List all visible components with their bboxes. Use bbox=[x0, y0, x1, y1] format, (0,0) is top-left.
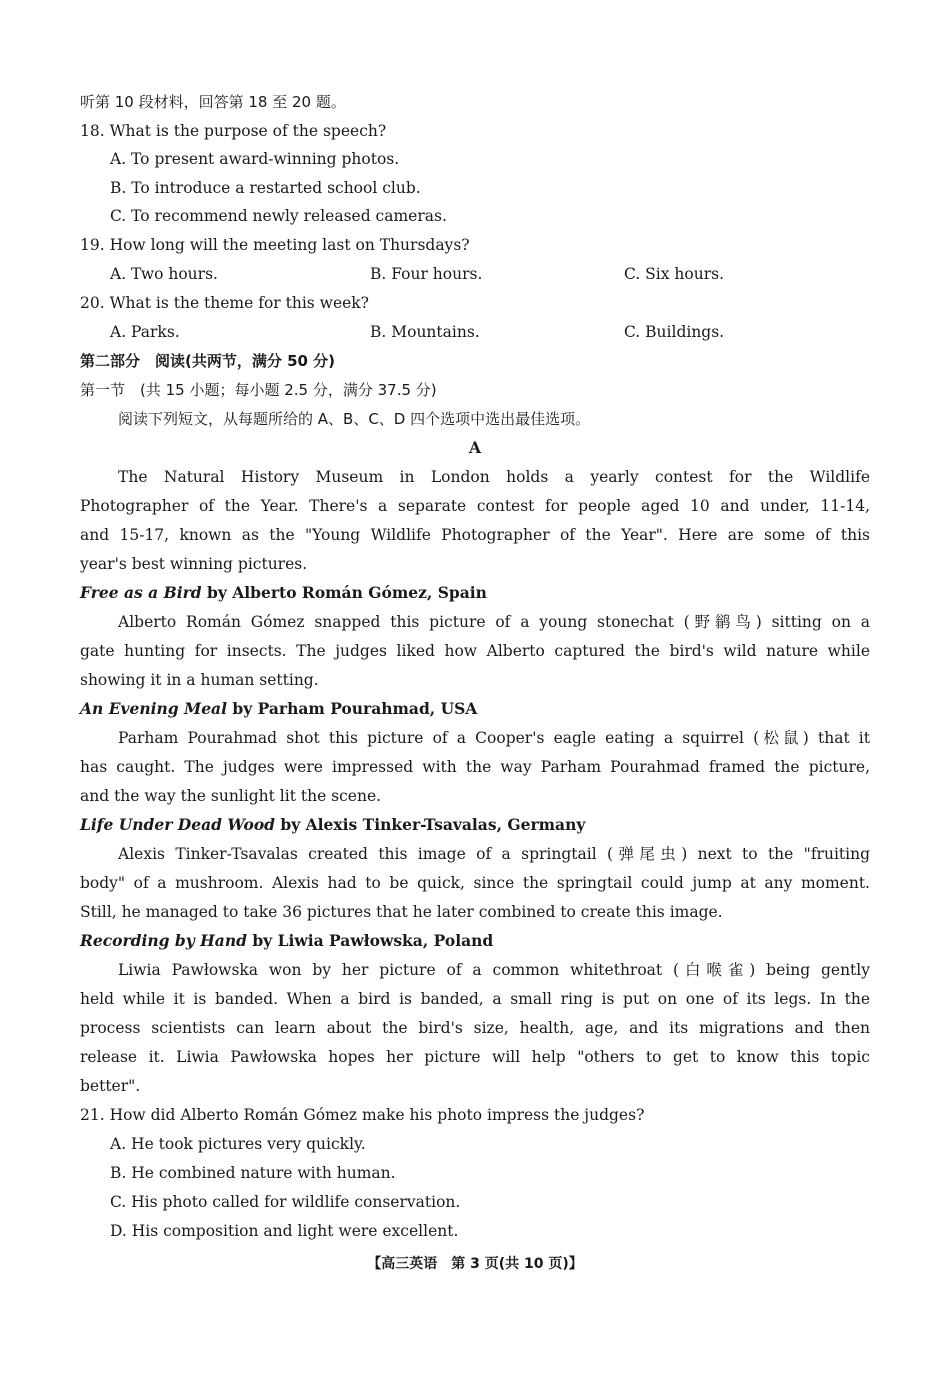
question-19-option-a: A. Two hours. bbox=[110, 265, 218, 283]
entry-3-line-1: Alexis Tinker-Tsavalas created this image of a springtail (弹尾虫) next to the "fruiting bbox=[118, 845, 870, 863]
question-21-option-a: A. He took pictures very quickly. bbox=[110, 1135, 366, 1153]
entry-4-line-2: held while it is banded. When a bird is banded, a small ring is put on one of its legs. In the bbox=[80, 990, 870, 1008]
section-one-title: 第一节 (共 15 小题；每小题 2.5 分，满分 37.5 分) bbox=[80, 381, 437, 399]
question-19-option-c: C. Six hours. bbox=[624, 265, 724, 283]
question-20-option-a: A. Parks. bbox=[110, 323, 180, 341]
entry-3-heading bbox=[80, 815, 585, 835]
entry-1-byline: by Alberto Román Gómez, Spain bbox=[201, 583, 487, 602]
entry-4-heading bbox=[80, 931, 493, 951]
entry-1-line-2: gate hunting for insects. The judges liked how Alberto captured the bird's wild nature while bbox=[80, 642, 870, 660]
entry-4-line-5: better". bbox=[80, 1077, 141, 1095]
intro-line-4: year's best winning pictures. bbox=[80, 555, 308, 573]
question-19-option-b: B. Four hours. bbox=[370, 265, 483, 283]
question-21-option-c: C. His photo called for wildlife conservation. bbox=[110, 1193, 461, 1211]
question-18-option-a: A. To present award-winning photos. bbox=[110, 150, 400, 168]
question-20-stem: 20. What is the theme for this week? bbox=[80, 294, 369, 312]
entry-3-line-3: Still, he managed to take 36 pictures that he later combined to create this image. bbox=[80, 903, 723, 921]
question-21-option-b: B. He combined nature with human. bbox=[110, 1164, 396, 1182]
reading-instruction: 阅读下列短文，从每题所给的 A、B、C、D 四个选项中选出最佳选项。 bbox=[118, 410, 591, 428]
entry-2-title: An Evening Meal bbox=[80, 699, 227, 718]
page-footer: 【高三英语 第 3 页(共 10 页)】 bbox=[367, 1256, 583, 1272]
entry-2-line-3: and the way the sunlight lit the scene. bbox=[80, 787, 382, 805]
entry-4-line-3: process scientists can learn about the bird's size, health, age, and its migrations and then bbox=[80, 1019, 870, 1037]
entry-4-title: Recording by Hand bbox=[80, 931, 247, 950]
passage-letter: A bbox=[468, 438, 482, 457]
question-18-option-c: C. To recommend newly released cameras. bbox=[110, 207, 447, 225]
entry-1-line-3: showing it in a human setting. bbox=[80, 671, 319, 689]
entry-2-byline: by Parham Pourahmad, USA bbox=[227, 699, 478, 718]
entry-2-line-2: has caught. The judges were impressed with the way Parham Pourahmad framed the picture, bbox=[80, 758, 870, 776]
question-18-option-b: B. To introduce a restarted school club. bbox=[110, 179, 421, 197]
entry-2-heading bbox=[80, 699, 477, 719]
entry-3-line-2: body" of a mushroom. Alexis had to be quick, since the springtail could jump at any moment. bbox=[80, 874, 870, 892]
part-two-title: 第二部分 阅读(共两节，满分 50 分) bbox=[80, 352, 336, 370]
intro-line-1: The Natural History Museum in London holds a yearly contest for the Wildlife bbox=[118, 468, 870, 486]
entry-4-line-1: Liwia Pawłowska won by her picture of a common whitethroat (白喉雀) being gently bbox=[118, 961, 870, 979]
question-20-option-c: C. Buildings. bbox=[624, 323, 725, 341]
question-18-stem: 18. What is the purpose of the speech? bbox=[80, 122, 387, 140]
question-20-option-b: B. Mountains. bbox=[370, 323, 480, 341]
entry-4-line-4: release it. Liwia Pawłowska hopes her picture will help "others to get to know this topic bbox=[80, 1048, 870, 1066]
intro-line-2: Photographer of the Year. There's a separate contest for people aged 10 and under, 11-14, bbox=[80, 497, 870, 515]
entry-1-heading bbox=[80, 583, 487, 603]
entry-3-title: Life Under Dead Wood bbox=[80, 815, 275, 834]
listening-intro: 听第 10 段材料，回答第 18 至 20 题。 bbox=[80, 93, 346, 111]
entry-1-title: Free as a Bird bbox=[80, 583, 202, 602]
question-21-stem: 21. How did Alberto Román Gómez make his photo impress the judges? bbox=[80, 1106, 645, 1124]
entry-2-line-1: Parham Pourahmad shot this picture of a Cooper's eagle eating a squirrel (松鼠) that it bbox=[118, 729, 870, 747]
question-19-stem: 19. How long will the meeting last on Thursdays? bbox=[80, 236, 470, 254]
entry-1-line-1: Alberto Román Gómez snapped this picture of a young stonechat (野鹟鸟) sitting on a bbox=[118, 613, 870, 631]
intro-line-3: and 15-17, known as the "Young Wildlife Photographer of the Year". Here are some of this bbox=[80, 526, 870, 544]
question-21-option-d: D. His composition and light were excellent. bbox=[110, 1222, 459, 1240]
entry-3-byline: by Alexis Tinker-Tsavalas, Germany bbox=[275, 815, 586, 834]
entry-4-byline: by Liwia Pawłowska, Poland bbox=[246, 931, 494, 950]
